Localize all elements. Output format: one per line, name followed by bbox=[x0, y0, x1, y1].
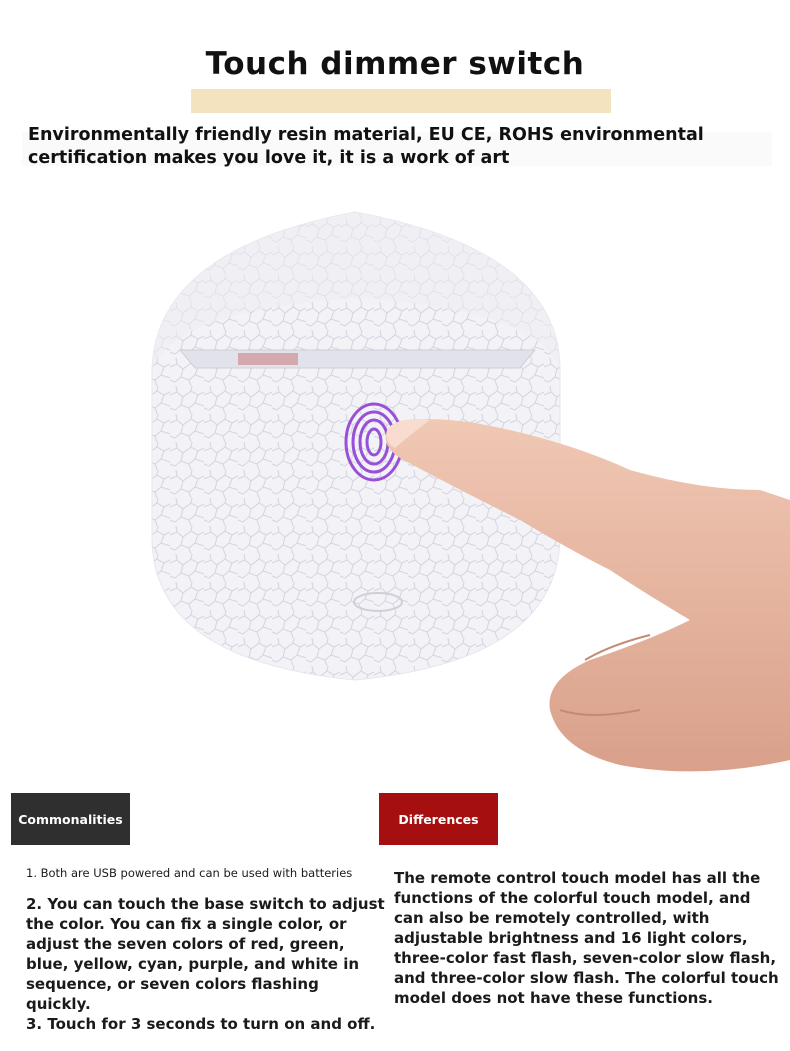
product-photo bbox=[0, 190, 790, 790]
title-highlight-bar bbox=[191, 89, 611, 113]
commonalities-list bbox=[26, 894, 386, 1034]
commonalities-section bbox=[26, 866, 386, 1034]
differences-text: The remote control touch model has all the functions of the colorful touch model, and can also be remotely controlled, with adjustable brightness and 16 light colors, three-color fast flash, seven-color slow flash, and three-color slow flash. The colorful touch model does not have these functions. bbox=[394, 869, 779, 1007]
usb-power-note: 1. Both are USB powered and can be used with batteries bbox=[26, 866, 353, 880]
commonality-item: 2. You can touch the base switch to adjust the color. You can fix a single color, or adjust the seven colors of red, green, blue, yellow, cyan, purple, and white in sequence, or seven colors flashing quickly. bbox=[26, 895, 385, 1013]
differences-badge: Differences bbox=[379, 793, 498, 845]
commonalities-badge: Commonalities bbox=[11, 793, 130, 845]
subtitle: Environmentally friendly resin material, EU CE, ROHS environmental certification makes you love it, it is a work of art bbox=[28, 125, 704, 168]
page-title: Touch dimmer switch bbox=[205, 46, 585, 82]
commonality-item: 3. Touch for 3 seconds to turn on and off. bbox=[26, 1015, 376, 1033]
